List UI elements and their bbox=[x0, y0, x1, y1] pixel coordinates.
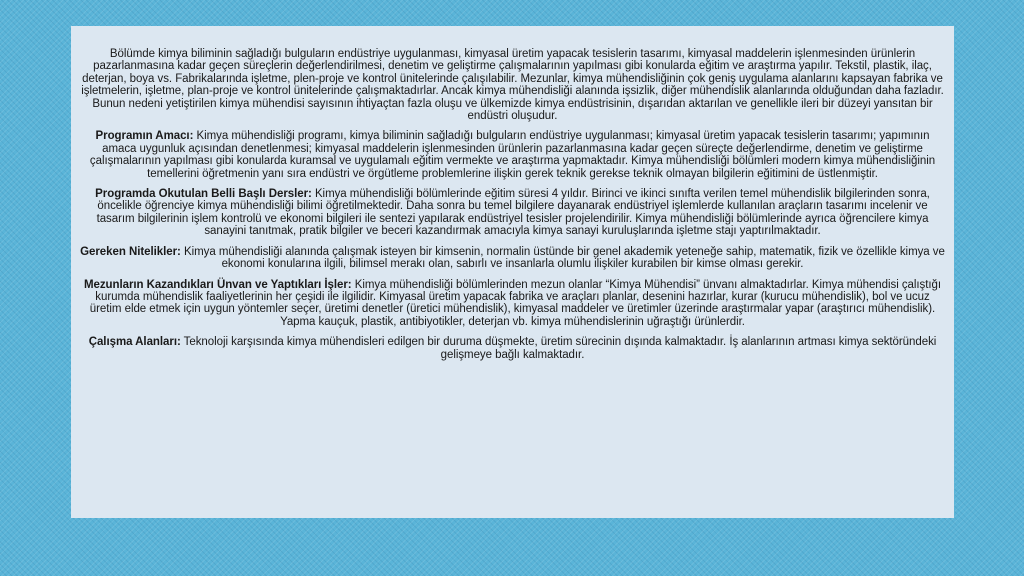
work-areas-text: Teknoloji karşısında kimya mühendisleri edilgen bir duruma düşmekte, üretim sürecinin dışında kalmaktadır. İş alanlarının artması kimya sektöründeki gelişmeye bağlı kalmaktadır. bbox=[180, 336, 937, 361]
qualifications-text: Kimya mühendisliği alanında çalışmak isteyen bir kimsenin, normalin üstünde bir genel akademik yeteneğe sahip, matematik, fizik ve özellikle kimya ve ekonomi konularına ilgili, bilimsel merakı olan, sabırlı ve insanlarla olumlu ilişkiler kurabilen bir kimse olması gerekir. bbox=[180, 245, 945, 271]
work-areas-label: Çalışma Alanları: bbox=[88, 336, 181, 349]
program-purpose-label: Programın Amacı: bbox=[95, 130, 194, 143]
graduates-label: Mezunların Kazandıkları Ünvan ve Yaptıkları İşler: bbox=[83, 278, 352, 291]
graduates-text: Kimya mühendisliği bölümlerinden mezun olanlar “Kimya Mühendisi” ünvanı almaktadırlar. Kimya mühendisi çalıştığı kurumda mühendislik faaliyetlerinin her çeşidi ile ilgilidir. Kimyasal üretim yapacak fabrika ve araçları planlar, desenini hazırlar, kurar (kurucu mühendislik), bol ve ucuz üretim elde etmek için uygun yöntemler seçer, üretimi denetler (üretici mühendislik), kimyasal maddeler ve üretimler üzerinde araştırmalar yapar (araştırıcı mühendislik). Yapma kauçuk, plastik, antibiyotikler, deterjan vb. kimya mühendislerinin uğraştığı ürünlerdir. bbox=[89, 278, 942, 328]
program-purpose-paragraph bbox=[79, 130, 946, 180]
qualifications-label: Gereken Nitelikler: bbox=[80, 245, 181, 258]
program-purpose-text: Kimya mühendisliği programı, kimya biliminin sağladığı bulguların endüstriye uygulanması; kimyasal üretim yapacak tesislerin tasarımı; yapımının amaca uygunluk açısından denetlenmesi; kimyasal maddelerin işlenmesinden ürünlerin pazarlanmasına kadar geçen süreçte değerlendirme, denetim ve geliştirme çalışmalarının yapılması gibi konularda kuramsal ve uygulamalı eğitim vermekte ve araştırma yapmaktadır. Kimya mühendisliği bölümleri modern kimya mühendisliğinin temellerini öğretmenin yanı sıra endüstri ve örgütleme problemlerine ilişkin gerek teknik gerekse teknik olmayan bilgilerin eğitimini de üstlenmiştir. bbox=[89, 130, 936, 180]
courses-text: Kimya mühendisliği bölümlerinde eğitim süresi 4 yıldır. Birinci ve ikinci sınıfta verilen temel mühendislik bilgilerinden sonra, öncelikle öğrenciye kimya mühendisliği bilimi öğretilmektedir. Daha sonra bu temel bilgilere dayanarak endüstriyel işlemlerde kullanılan araçların tasarımı incelenir ve tasarım bilgilerinin işlem kontrolü ve ekonomi bilgileri ile sentezi yapılarak endüstriyel tesisler projelendirilir. Kimya mühendisliği bölümlerinde ayrıca öğrencilere kimya sanayini tanıtmak, pratik bilgiler ve beceri kazandırmak amacıyla kimya sanayi kuruluşlarında işletme stajı yaptırılmaktadır. bbox=[96, 188, 930, 238]
courses-label: Programda Okutulan Belli Başlı Dersler: bbox=[95, 188, 312, 201]
intro-paragraph: Bölümde kimya biliminin sağladığı bulguların endüstriye uygulanması, kimyasal üretim yapacak tesislerin tasarımı, kimyasal maddelerin işlenmesinden ürünlerin pazarlanmasına kadar geçen süreçlerin değerlendirilmesi, denetim ve geliştirme çalışmalarının yapılması gibi konularda eğitim ve araştırma yapılır. Tekstil, plastik, ilaç, deterjan, boya vs. Fabrikalarında işletme, plen-proje ve kontrol ünitelerinde çalışılabilir. Mezunlar, kimya mühendisliğinin çok geniş uygulama alanlarını kapsayan fabrika ve işletmelerin, işletme, plan-proje ve kontrol ünitelerinde çalışmaktadırlar. Ancak kimya mühendisliği alanında işsizlik, diğer mühendislik alanlarında olduğundan daha fazladır. Bunun nedeni yetiştirilen kimya mühendisi sayısının ihtiyaçtan fazla oluşu ve ülkemizde kimya endüstrisinin, dışarıdan aktarılan ve genellikle ileri bir düzeyi yansıtan bir endüstri oluşudur. bbox=[81, 48, 944, 123]
work-areas-paragraph bbox=[79, 336, 946, 361]
qualifications-paragraph bbox=[79, 246, 946, 271]
courses-paragraph bbox=[79, 188, 946, 238]
graduates-paragraph bbox=[79, 279, 946, 329]
content-panel bbox=[71, 26, 954, 518]
